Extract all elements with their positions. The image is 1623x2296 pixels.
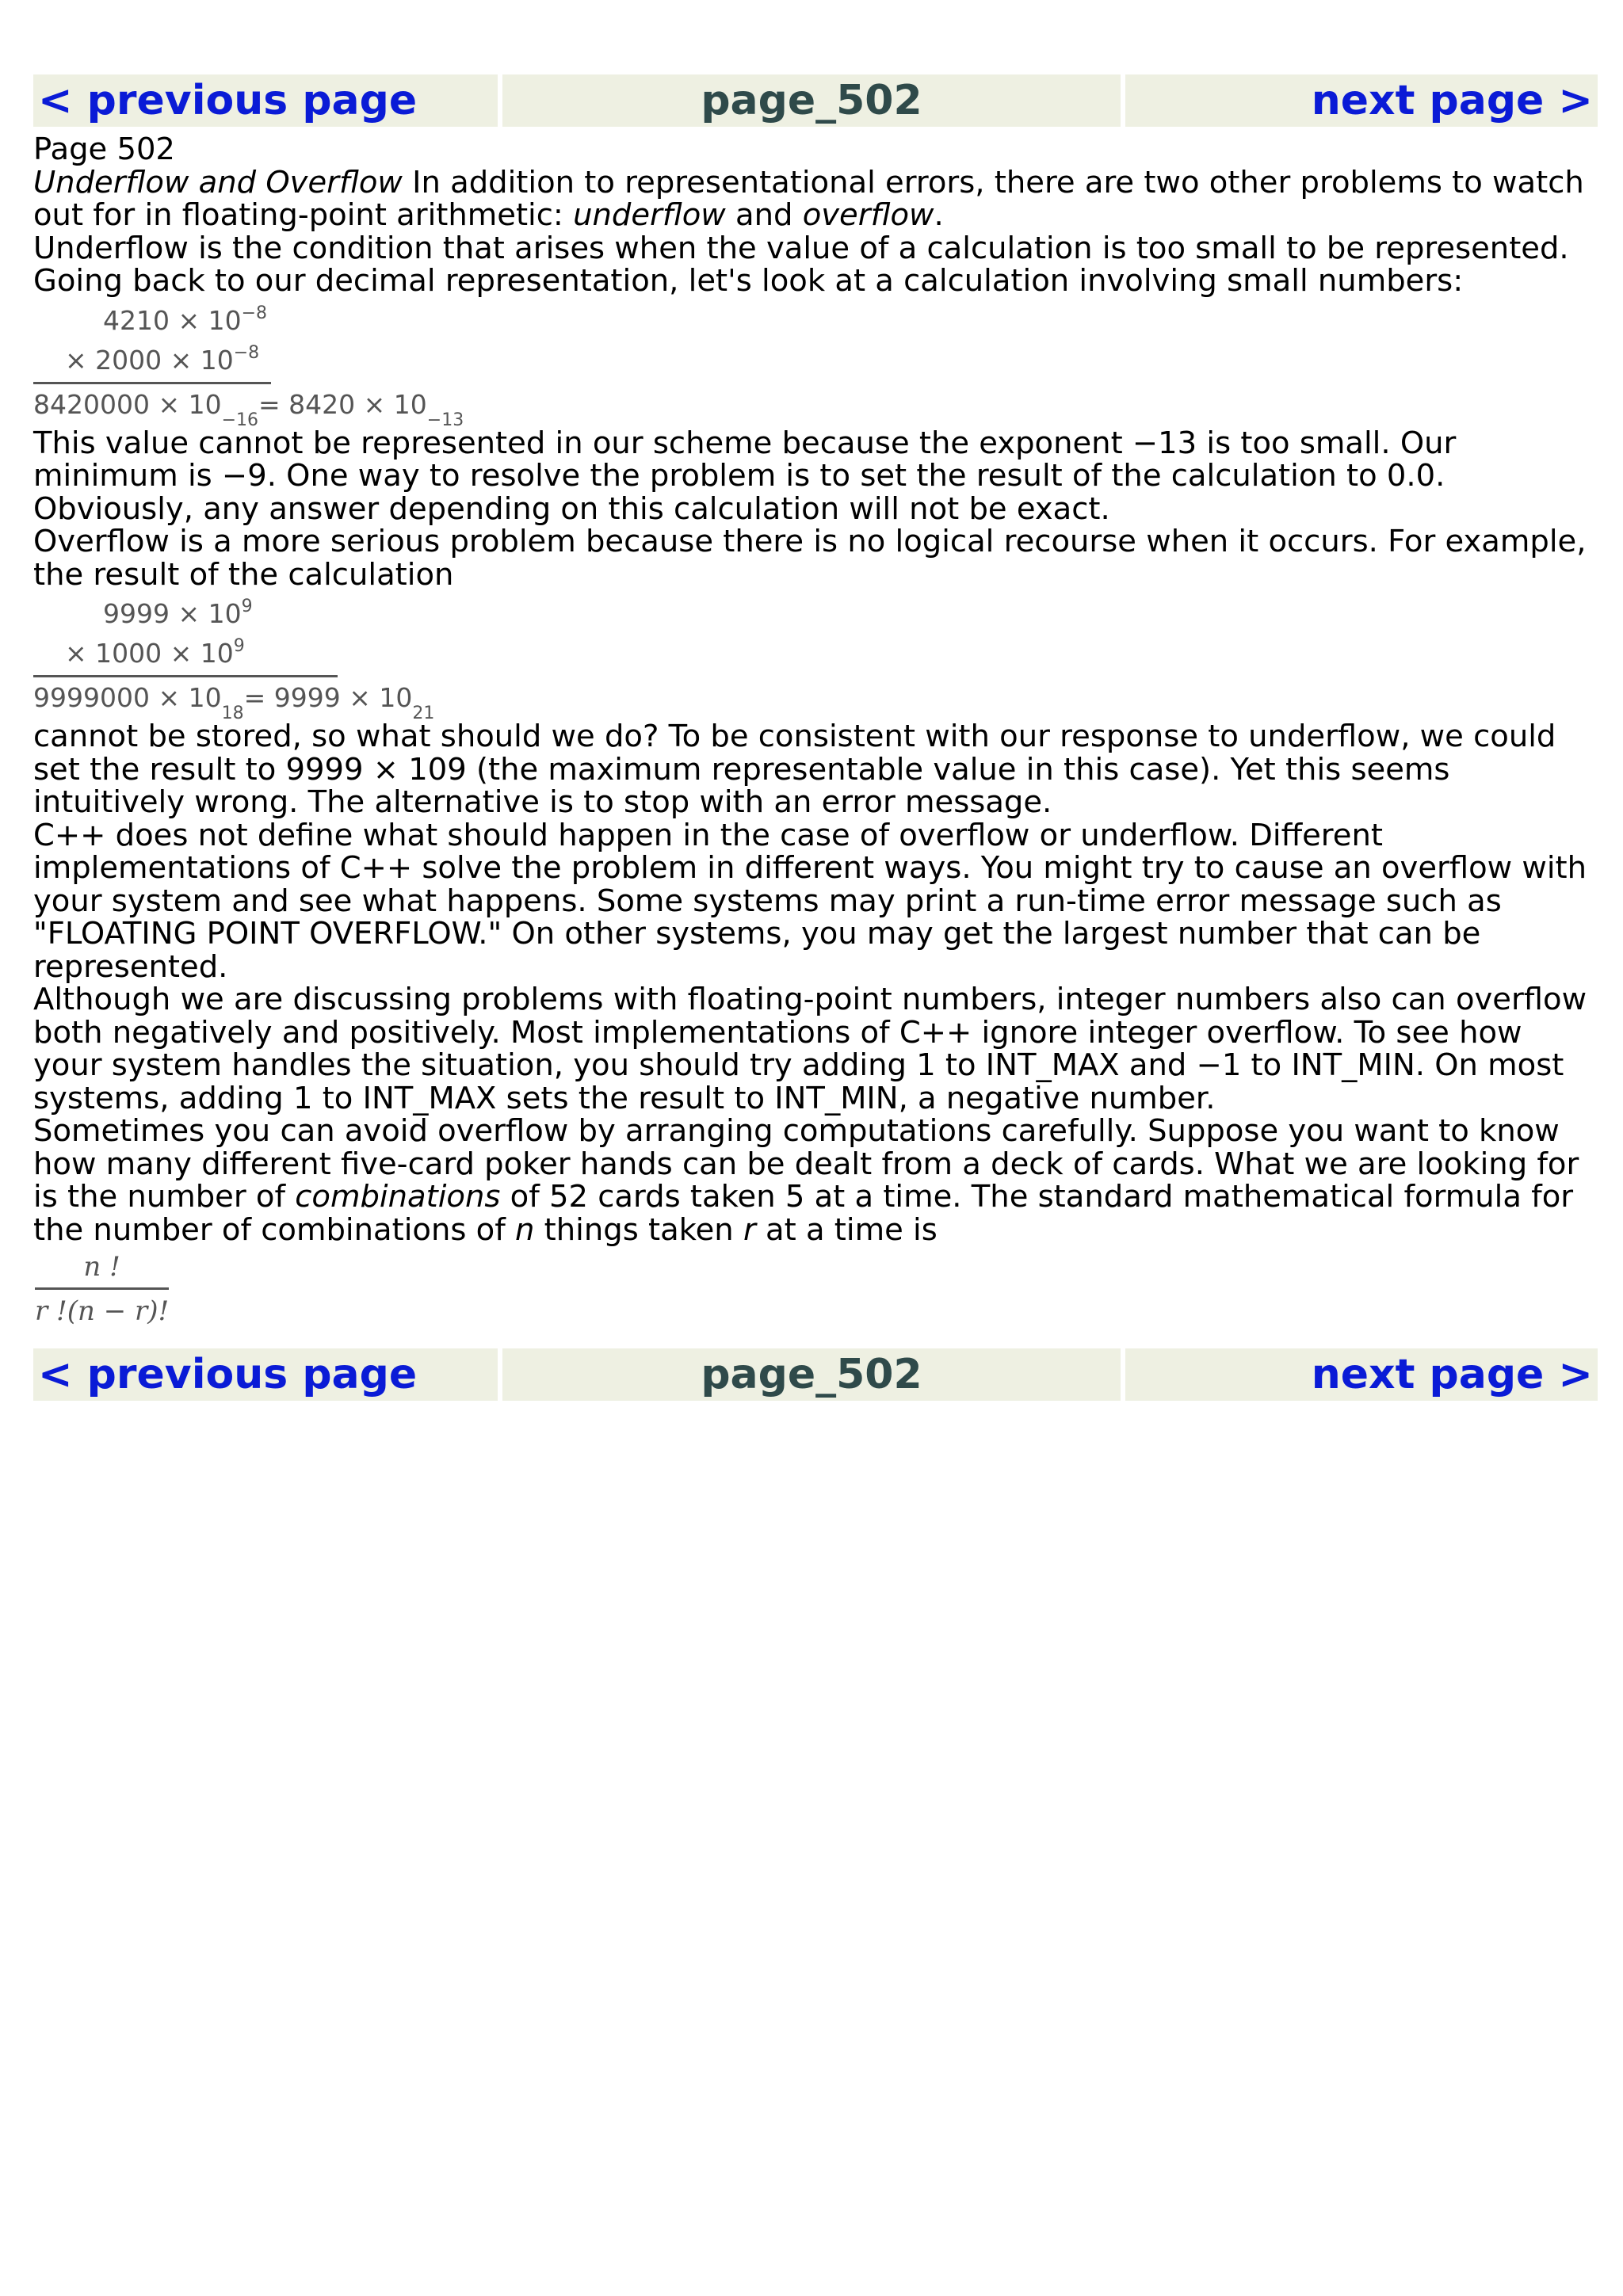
intro-text: In addition to representational errors, there are two other problems to watch out for in floating-point arithmetic: [33, 164, 1584, 233]
paragraph-underflow-explanation: This value cannot be represented in our scheme because the exponent −13 is too small. Our minimum is −9. One way to resolve the problem is to set the result of the calculation to 0.0. Obviously, any answer depending on this calculation will not be exact. [33, 425, 1457, 527]
paragraph-intro [33, 166, 1598, 232]
page-heading: Page 502 [33, 132, 175, 167]
top-navigation-bar [33, 74, 1598, 127]
formula-denominator: r !(n − r)! [35, 1295, 170, 1327]
paragraph-overflow: Overflow is a more serious problem because there is no logical recourse when it occurs. For example, the result of the calculation [33, 524, 1587, 593]
overflow-operand-1: $9999 \times 10^9$ [103, 597, 253, 629]
bottom-previous-page-link[interactable]: < previous page [38, 1351, 418, 1398]
intro-end: . [934, 197, 944, 233]
page-container [33, 74, 1598, 1401]
bottom-page-number-label: page_502 [502, 1348, 1121, 1401]
formula-fraction-bar [35, 1287, 169, 1290]
underflow-calculation [33, 301, 501, 430]
overflow-calculation [33, 594, 501, 723]
paragraph-underflow: Underflow is the condition that arises when the value of a calculation is too small to be represented. Going back to our decimal representation, let's look at a calculation involving small numbers: [33, 230, 1569, 299]
section-title: Underflow and Overflow [33, 164, 403, 200]
intro-and: and [725, 197, 803, 233]
overflow-result: 9999000 × 10 18 = 9999 × 10 21 [33, 682, 435, 723]
page-content [33, 127, 1598, 1341]
bottom-next-page-link[interactable]: next page > [1311, 1351, 1593, 1398]
top-next-cell [1125, 74, 1598, 127]
overflow-operand-2: × $1000 \times 10^9$ [65, 636, 245, 669]
bottom-next-cell [1125, 1348, 1598, 1401]
bottom-navigation-bar [33, 1348, 1598, 1401]
next-page-link[interactable]: next page > [1311, 77, 1593, 124]
previous-page-link[interactable]: < previous page [38, 77, 418, 124]
paragraph-integer-overflow: Although we are discussing problems with floating-point numbers, integer numbers also can overflow both negatively and positively. Most implementations of C++ ignore integer overflow. To see how your system handles the situation, you should try adding 1 to INT_MAX and −1 to INT_MIN. On most systems, adding 1 to INT_MAX sets the result to INT_MIN, a negative number. [33, 982, 1587, 1116]
term-n: n [515, 1211, 535, 1248]
underflow-result: 8420000 × 10 −16 = 8420 × 10 −13 [33, 388, 464, 430]
paragraph-cpp-behavior: C++ does not define what should happen in the case of overflow or underflow. Different implementations of C++ solve the problem in different ways. You might try to cause an overflow with your system and see what happens. Some systems may print a run-time error message such as "FLOATING POINT OVERFLOW." On other systems, you may get the largest number that can be represented. [33, 817, 1587, 985]
combinations-formula [35, 1249, 169, 1329]
underflow-rule [33, 382, 271, 384]
top-prev-cell [33, 74, 498, 127]
overflow-rule [33, 675, 338, 677]
bottom-prev-cell [33, 1348, 498, 1401]
page-number-label: page_502 [502, 74, 1121, 127]
underflow-operand-1: $4210 \times 10^{-8}$ [103, 303, 268, 336]
formula-numerator: n ! [83, 1251, 120, 1283]
underflow-operand-2: × $2000 \times 10^{-8}$ [65, 342, 260, 376]
term-combinations: combinations [295, 1179, 501, 1215]
paragraph-combinations: Sometimes you can avoid overflow by arranging computations carefully. Suppose you want to know how many different five-card poker hands can be dealt from a deck of cards. What we are looking for is the number of combinations of 52 cards taken 5 at a time. The standard mathematical formula for the number of combinations of n things taken r at a time is [33, 1113, 1579, 1248]
term-underflow: underflow [573, 197, 726, 233]
term-overflow: overflow [802, 197, 934, 233]
term-r: r [743, 1211, 756, 1248]
paragraph-overflow-response: cannot be stored, so what should we do? To be consistent with our response to underflow, we could set the result to 9999 × 109 (the maximum representable value in this case). Yet this seems intuitively wrong. The alternative is to stop with an error message. [33, 719, 1556, 820]
